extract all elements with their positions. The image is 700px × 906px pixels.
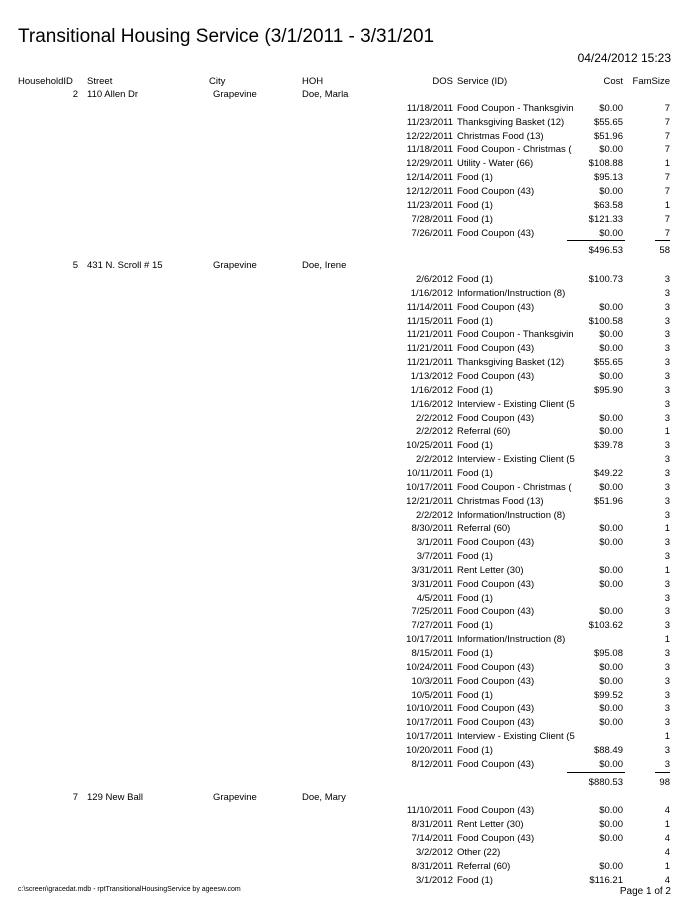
- service-row: [0, 648, 700, 662]
- service-name: Food (1): [457, 274, 493, 286]
- service-cost: $0.00: [599, 717, 623, 729]
- column-header-city: City: [209, 76, 226, 87]
- service-famsize: 7: [664, 213, 670, 225]
- service-row: [0, 819, 700, 833]
- service-cost: $0.00: [599, 805, 623, 817]
- service-famsize: 3: [664, 467, 670, 479]
- service-name: Food Coupon (43): [457, 578, 535, 590]
- service-cost: $0.00: [599, 860, 623, 872]
- service-date: 10/5/2011: [411, 689, 453, 701]
- service-date: 12/12/2011: [406, 185, 453, 197]
- service-date: 7/25/2011: [411, 606, 453, 618]
- household-street: 129 New Ball: [87, 791, 143, 803]
- service-row: [0, 703, 700, 717]
- service-famsize: 3: [664, 495, 670, 507]
- service-row: [0, 847, 700, 861]
- service-date: 4/5/2011: [416, 592, 453, 604]
- service-row: [0, 593, 700, 607]
- service-name: Food (1): [457, 648, 493, 659]
- service-name: Food (1): [457, 172, 493, 184]
- service-name: Food (1): [457, 874, 493, 886]
- service-name: Christmas Food (13): [457, 130, 544, 142]
- service-row: [0, 329, 700, 343]
- service-cost: $0.00: [599, 185, 623, 197]
- household-header: [0, 260, 700, 273]
- service-row: [0, 144, 700, 158]
- household-header: [0, 89, 700, 102]
- service-row: [0, 634, 700, 648]
- service-date: 2/2/2012: [416, 509, 453, 521]
- service-date: 11/23/2011: [406, 116, 453, 128]
- service-cost: $99.52: [593, 689, 623, 701]
- service-cost: $0.00: [599, 481, 623, 493]
- service-name: Food Coupon - Thanksgivin: [457, 329, 574, 341]
- service-row: [0, 385, 700, 399]
- service-date: 2/2/2012: [416, 454, 453, 466]
- column-header-householdid: HouseholdID: [18, 76, 73, 87]
- service-famsize: 3: [664, 315, 670, 327]
- service-famsize: 7: [664, 172, 670, 184]
- column-header-service: Service (ID): [457, 76, 508, 87]
- service-date: 2/2/2012: [416, 426, 453, 438]
- service-name: Thanksgiving Basket (12): [457, 116, 565, 128]
- service-row: [0, 537, 700, 551]
- service-row: [0, 620, 700, 634]
- service-famsize: 1: [664, 564, 670, 576]
- service-date: 1/13/2012: [410, 371, 453, 382]
- service-name: Food Coupon - Thanksgivin: [457, 102, 574, 114]
- service-date: 10/11/2011: [406, 467, 453, 479]
- service-name: Food Coupon (43): [457, 805, 535, 817]
- service-famsize: 3: [664, 287, 670, 299]
- service-row: [0, 579, 700, 593]
- service-date: 11/10/2011: [406, 805, 453, 817]
- service-date: 11/21/2011: [406, 343, 453, 355]
- service-row: [0, 510, 700, 524]
- service-famsize: 3: [664, 301, 670, 313]
- service-row: [0, 717, 700, 731]
- service-famsize: 1: [664, 860, 670, 872]
- service-name: Food (1): [457, 551, 493, 563]
- service-famsize: 1: [664, 523, 670, 535]
- famsize-subtotal-rule: [655, 240, 670, 241]
- service-famsize: 7: [664, 130, 670, 142]
- service-row: [0, 274, 700, 288]
- service-cost: $39.78: [593, 440, 623, 452]
- service-name: Information/Instruction (8): [457, 287, 566, 299]
- famsize-subtotal-rule: [655, 772, 670, 773]
- service-date: 12/14/2011: [406, 172, 453, 184]
- service-date: 3/7/2011: [416, 551, 453, 563]
- household-id: 2: [72, 89, 78, 100]
- service-row: [0, 523, 700, 537]
- service-date: 10/10/2011: [406, 703, 453, 715]
- service-row: [0, 833, 700, 847]
- service-famsize: 3: [664, 703, 670, 715]
- service-date: 1/16/2012: [410, 384, 453, 396]
- service-date: 10/20/2011: [406, 744, 453, 756]
- service-row: [0, 731, 700, 745]
- household-id: 7: [72, 791, 78, 803]
- service-name: Food (1): [457, 213, 493, 225]
- service-row: [0, 186, 700, 200]
- service-date: 3/1/2011: [416, 537, 453, 549]
- service-name: Christmas Food (13): [457, 495, 544, 507]
- service-famsize: 3: [664, 661, 670, 673]
- service-row: [0, 426, 700, 440]
- service-famsize: 3: [664, 689, 670, 701]
- service-row: [0, 759, 700, 773]
- service-famsize: 3: [664, 606, 670, 618]
- service-row: [0, 172, 700, 186]
- service-cost: $88.49: [593, 744, 623, 756]
- service-name: Food Coupon (43): [457, 703, 535, 715]
- service-cost: $0.00: [599, 819, 623, 831]
- service-date: 3/2/2012: [416, 846, 453, 858]
- service-cost: $103.62: [588, 620, 623, 632]
- service-date: 8/31/2011: [411, 819, 453, 831]
- service-name: Referral (60): [457, 523, 511, 535]
- service-cost: $49.22: [593, 467, 623, 479]
- service-name: Rent Letter (30): [457, 564, 524, 576]
- service-date: 7/14/2011: [411, 833, 453, 845]
- service-name: Food (1): [457, 440, 493, 452]
- service-date: 10/17/2011: [406, 634, 453, 646]
- service-name: Food Coupon (43): [457, 412, 535, 424]
- service-name: Food (1): [457, 592, 493, 604]
- service-name: Food (1): [457, 620, 493, 632]
- service-cost: $100.58: [588, 315, 623, 327]
- service-famsize: 3: [664, 592, 670, 604]
- service-row: [0, 551, 700, 565]
- service-cost: $0.00: [599, 606, 623, 618]
- service-date: 8/12/2011: [411, 758, 453, 770]
- service-cost: $0.00: [599, 523, 623, 535]
- service-famsize: 3: [664, 343, 670, 355]
- household-total-cost: $496.53: [588, 245, 623, 257]
- service-cost: $0.00: [599, 578, 623, 590]
- service-date: 12/29/2011: [406, 158, 453, 170]
- service-name: Food Coupon (43): [457, 675, 535, 687]
- service-famsize: 1: [664, 426, 670, 438]
- service-name: Food Coupon (43): [457, 717, 535, 729]
- household-street: 110 Allen Dr: [87, 89, 139, 100]
- column-header-cost: Cost: [603, 76, 623, 87]
- service-famsize: 3: [664, 578, 670, 590]
- service-famsize: 3: [664, 509, 670, 521]
- service-row: [0, 117, 700, 131]
- column-header-famsize: FamSize: [632, 76, 670, 87]
- service-row: [0, 565, 700, 579]
- service-name: Interview - Existing Client (5: [457, 398, 575, 410]
- service-row: [0, 302, 700, 316]
- service-famsize: 7: [664, 116, 670, 128]
- service-name: Food (1): [457, 384, 493, 396]
- service-cost: $0.00: [599, 102, 623, 114]
- service-name: Food Coupon (43): [457, 343, 535, 355]
- household-hoh: Doe, Mary: [302, 791, 346, 803]
- service-name: Referral (60): [457, 426, 511, 438]
- service-date: 3/1/2012: [416, 874, 453, 886]
- service-famsize: 3: [664, 412, 670, 424]
- column-header-dos: DOS: [432, 76, 453, 87]
- service-date: 8/31/2011: [411, 860, 453, 872]
- service-famsize: 4: [664, 805, 670, 817]
- service-name: Food (1): [457, 315, 493, 327]
- service-famsize: 3: [664, 717, 670, 729]
- service-name: Utility - Water (66): [457, 158, 534, 170]
- household-header: [0, 792, 700, 805]
- service-famsize: 1: [664, 731, 670, 743]
- service-date: 10/17/2011: [406, 717, 453, 729]
- service-cost: $51.96: [593, 130, 623, 142]
- column-header-hoh: HOH: [302, 76, 324, 87]
- service-famsize: 3: [664, 758, 670, 770]
- service-name: Information/Instruction (8): [457, 509, 566, 521]
- household-city: Grapevine: [213, 791, 257, 803]
- service-row: [0, 662, 700, 676]
- service-date: 11/21/2011: [406, 329, 453, 341]
- service-famsize: 3: [664, 675, 670, 687]
- service-name: Rent Letter (30): [457, 819, 524, 831]
- service-name: Food (1): [457, 199, 493, 211]
- service-cost: $0.00: [599, 564, 623, 576]
- household-hoh: Doe, Irene: [302, 260, 347, 272]
- service-cost: $0.00: [599, 301, 623, 313]
- service-famsize: 3: [664, 454, 670, 466]
- cost-subtotal-rule: [567, 240, 625, 241]
- service-row: [0, 690, 700, 704]
- service-name: Food Coupon (43): [457, 537, 535, 549]
- service-famsize: 3: [664, 744, 670, 756]
- service-name: Food Coupon (43): [457, 371, 535, 382]
- service-date: 12/22/2011: [406, 130, 453, 142]
- service-date: 1/16/2012: [410, 398, 453, 410]
- service-date: 12/21/2011: [406, 495, 453, 507]
- service-famsize: 3: [664, 537, 670, 549]
- service-famsize: 3: [664, 371, 670, 382]
- service-cost: $0.00: [599, 343, 623, 355]
- service-date: 11/21/2011: [406, 357, 453, 369]
- service-row: [0, 861, 700, 875]
- service-cost: $0.00: [599, 537, 623, 549]
- service-cost: $0.00: [599, 703, 623, 715]
- service-cost: $121.33: [588, 213, 623, 225]
- service-name: Food Coupon (43): [457, 758, 535, 770]
- service-cost: $95.13: [593, 172, 623, 184]
- service-row: [0, 131, 700, 145]
- service-famsize: 1: [664, 158, 670, 170]
- service-cost: $63.58: [593, 199, 623, 211]
- footer-source: c:\screen\gracedat.mdb - rptTransitionalHousingService by ageesw.com: [18, 886, 241, 893]
- service-famsize: 7: [664, 227, 670, 239]
- service-date: 1/16/2012: [410, 287, 453, 299]
- service-cost: $95.08: [593, 648, 623, 659]
- service-famsize: 1: [664, 634, 670, 646]
- service-cost: $51.96: [593, 495, 623, 507]
- service-name: Food Coupon - Christmas (: [457, 144, 572, 156]
- service-cost: $0.00: [599, 758, 623, 770]
- printed-timestamp: 04/24/2012 15:23: [577, 51, 671, 65]
- service-famsize: 3: [664, 357, 670, 369]
- service-cost: $100.73: [588, 274, 623, 286]
- service-row: [0, 440, 700, 454]
- service-row: [0, 676, 700, 690]
- service-famsize: 3: [664, 648, 670, 659]
- service-cost: $55.65: [593, 357, 623, 369]
- household-city: Grapevine: [213, 260, 257, 272]
- service-name: Interview - Existing Client (5: [457, 454, 575, 466]
- service-famsize: 4: [664, 846, 670, 858]
- service-row: [0, 214, 700, 228]
- service-famsize: 3: [664, 551, 670, 563]
- service-row: [0, 805, 700, 819]
- service-date: 7/28/2011: [411, 213, 453, 225]
- service-date: 7/26/2011: [411, 227, 453, 239]
- service-name: Food Coupon (43): [457, 661, 535, 673]
- service-famsize: 3: [664, 384, 670, 396]
- service-row: [0, 288, 700, 302]
- service-cost: $0.00: [599, 329, 623, 341]
- service-famsize: 1: [664, 819, 670, 831]
- service-cost: $0.00: [599, 426, 623, 438]
- service-row: [0, 357, 700, 371]
- service-date: 11/15/2011: [406, 315, 453, 327]
- service-date: 8/30/2011: [411, 523, 453, 535]
- service-famsize: 3: [664, 620, 670, 632]
- service-date: 11/18/2011: [406, 144, 453, 156]
- service-cost: $0.00: [599, 833, 623, 845]
- service-famsize: 3: [664, 398, 670, 410]
- service-famsize: 1: [664, 199, 670, 211]
- service-name: Food (1): [457, 744, 493, 756]
- service-famsize: 4: [664, 874, 670, 886]
- service-famsize: 7: [664, 102, 670, 114]
- column-header-street: Street: [87, 76, 113, 87]
- service-date: 10/25/2011: [406, 440, 453, 452]
- cost-subtotal-rule: [567, 772, 625, 773]
- service-row: [0, 228, 700, 242]
- service-row: [0, 343, 700, 357]
- service-date: 10/24/2011: [406, 661, 453, 673]
- service-cost: $116.21: [589, 874, 623, 886]
- service-date: 2/6/2012: [416, 274, 453, 286]
- household-city: Grapevine: [213, 89, 257, 100]
- service-famsize: 3: [664, 329, 670, 341]
- household-street: 431 N. Scroll # 15: [87, 260, 163, 272]
- service-date: 11/18/2011: [406, 102, 453, 114]
- service-date: 2/2/2012: [416, 412, 453, 424]
- service-row: [0, 158, 700, 172]
- service-cost: $0.00: [599, 371, 623, 382]
- household-id: 5: [72, 260, 78, 272]
- service-famsize: 3: [664, 274, 670, 286]
- household-total-cost: $880.53: [588, 776, 623, 788]
- service-name: Food Coupon (43): [457, 185, 535, 197]
- service-name: Food Coupon (43): [457, 833, 535, 845]
- service-date: 3/31/2011: [411, 564, 453, 576]
- service-row: [0, 316, 700, 330]
- page-number: Page 1 of 2: [619, 886, 671, 897]
- service-date: 8/15/2011: [411, 648, 453, 659]
- service-row: [0, 371, 700, 385]
- service-row: [0, 413, 700, 427]
- service-date: 11/23/2011: [406, 199, 453, 211]
- service-date: 10/3/2011: [411, 675, 453, 687]
- service-date: 10/17/2011: [406, 481, 453, 493]
- service-famsize: 3: [664, 481, 670, 493]
- service-date: 10/17/2011: [406, 731, 453, 743]
- service-name: Food (1): [457, 689, 493, 701]
- service-name: Other (22): [457, 846, 501, 858]
- service-date: 11/14/2011: [406, 301, 453, 313]
- service-famsize: 7: [664, 144, 670, 156]
- service-famsize: 4: [664, 833, 670, 845]
- service-cost: $0.00: [599, 412, 623, 424]
- household-total-famsize: 58: [659, 245, 670, 257]
- service-cost: $95.90: [593, 384, 623, 396]
- household-hoh: Doe, Marla: [302, 89, 349, 100]
- service-name: Food (1): [457, 467, 493, 479]
- household-total-famsize: 98: [659, 776, 670, 788]
- service-name: Interview - Existing Client (5: [457, 731, 575, 743]
- service-row: [0, 606, 700, 620]
- service-row: [0, 200, 700, 214]
- service-cost: $0.00: [599, 227, 623, 239]
- service-date: 7/27/2011: [411, 620, 453, 632]
- service-cost: $0.00: [599, 661, 623, 673]
- report-title: Transitional Housing Service (3/1/2011 - 3/31/201: [18, 26, 435, 47]
- service-row: [0, 745, 700, 759]
- service-cost: $108.88: [588, 158, 623, 170]
- service-row: [0, 468, 700, 482]
- service-row: [0, 103, 700, 117]
- service-row: [0, 496, 700, 510]
- service-row: [0, 454, 700, 468]
- service-row: [0, 399, 700, 413]
- service-cost: $0.00: [599, 144, 623, 156]
- service-date: 3/31/2011: [411, 578, 453, 590]
- service-name: Referral (60): [457, 860, 511, 872]
- service-famsize: 3: [664, 440, 670, 452]
- service-name: Food Coupon (43): [457, 606, 535, 618]
- service-name: Thanksgiving Basket (12): [457, 357, 565, 369]
- service-name: Food Coupon - Christmas (: [457, 481, 572, 493]
- service-name: Food Coupon (43): [457, 301, 535, 313]
- service-cost: $0.00: [599, 675, 623, 687]
- service-name: Food Coupon (43): [457, 227, 535, 239]
- service-cost: $55.65: [593, 116, 623, 128]
- service-famsize: 7: [664, 185, 670, 197]
- service-row: [0, 482, 700, 496]
- service-name: Information/Instruction (8): [457, 634, 566, 646]
